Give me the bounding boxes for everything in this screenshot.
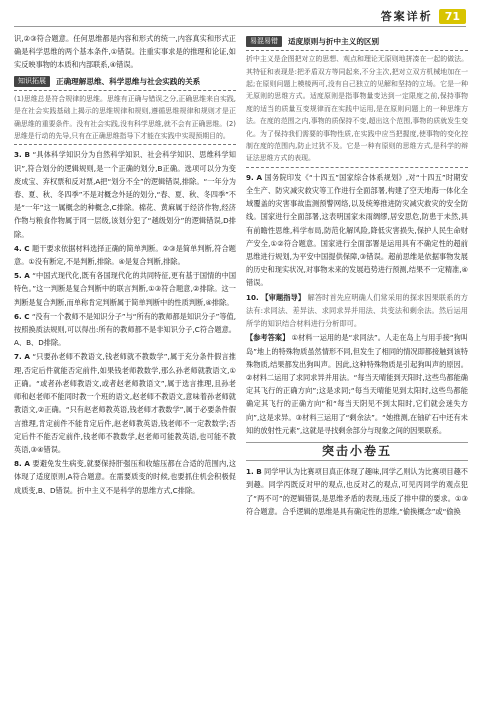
answer-number: 7. A — [14, 352, 30, 362]
answer-number: 【参考答案】 — [246, 333, 290, 343]
topic-tag: 知识拓展 — [14, 76, 50, 87]
answer-text: 要避免发生病变,就要保持肝强压和收缩压都在合适的范围内,这体现了适度原则,A符合题意。在需要质变的时候,也要抓住机会积极促成质变,B、D错误。折中主义不是科学的思维方式,C排除。 — [14, 459, 237, 495]
topic-heading: 适度原则与折中主义的区别 — [288, 37, 380, 46]
answer-item — [246, 291, 468, 331]
answer-text: “具体科学知识分为自然科学知识、社会科学知识、思维科学知识”,符合划分的逻辑规则,是一个正确的划分,B正确。选项可以分为变废成宝、弃权票和反对票,A把“划分不全”的逻辑错误,排除。“一年分为春、夏、秋、冬四季”不是对概念外延的划分,“春、夏、秋、冬四季”不是“一年”这一属概念的种概念,C排除。棉花、黄麻属于经济作物,经济作物与粮食作物属于同一层级,该划分犯了“越级划分”的逻辑错误,D排除。 — [14, 150, 236, 239]
topic-tag: 易混易错 — [246, 36, 282, 47]
topic-title — [246, 35, 468, 48]
answer-item — [14, 269, 236, 309]
topic-body: (1)思维总是符合规律的思维。思维有正确与错误之分,正确思维来自实践,是在社会实践基础上揭示的思维规律和规则,遵循思维规律和规则才是正确思维的重要条件。没有社会实践,没有科学思维,就不会有正确思维。(2)思维是行动的先导,只有在正确思维指导下才能在实践中实现预期目的。 — [14, 90, 236, 146]
answer-number: 3. B — [14, 150, 30, 160]
answer-item — [14, 310, 236, 350]
right-column — [246, 32, 468, 519]
topic-heading: 正确理解思维、科学思维与社会实践的关系 — [56, 76, 201, 86]
answer-item — [14, 242, 236, 268]
answer-number: 5. A — [14, 271, 30, 281]
answer-text: ①材料一运用的是“求同法”。人走在岛上与用手接“狗叫岛”地上的特殊物质虽然情形不同,但发生了相同的情况即都接触到该特殊物质,结果都发出狗叫声。因此,这种特殊物质是引起狗叫声的原因。②材料二运用了求同求异并用法。“每当天晴能到天阳时,这些鸟都能确定其飞行的正确方向”;这是求同;“每当天晴能见到太阳时,这些鸟都能确定其飞行的正确方向”和“每当天阴见不到太阳时,它们就会迷失方向”,这是求异。③材料三运用了“剩余法”。“她推测,在铀矿石中还有未知的放射性元素”,这就是寻找剩余部分与现象之间的因果联系。 — [246, 333, 468, 435]
answer-number: 1. B — [246, 467, 262, 477]
topic-body: 折中主义是企图把对立的思想、观点和理论无原则地拼凑在一起的做法。其特征和表现是:把矛盾双方等同起来,不分主次,把对立双方机械地加在一起;在原则问题上模棱两可,没有自己独立的见解和坚持的立场。它是一种无原则的思维方式。适度原则是指事物量变达到一定限度之前,保持事物度的适当的质量互变规律而在实践中运用,是在原则问题上的一种思维方法。在度的范围之内,事物的质保持不变,超出这个范围,事物的质就发生变化。为了保持我们需要的事物性质,在实践中应当把握度,使事物的变化控制在度的范围内,防止过犹不及。它是一种有原则的思维方式,是科学的辩证法思维方式的表现。 — [246, 50, 468, 168]
topic-title — [14, 75, 236, 88]
answer-number: 4. C — [14, 243, 30, 253]
answer-text: 同学甲认为比赛项目真正体现了趣味,同学乙则认为比赛项目趣不到趣。同学丙既反对甲的观点,也反对乙的观点,可见丙同学的观点犯了“两不可”的逻辑错误,是思维矛盾的表现,违反了排中律的要求。①③符合题意。合乎逻辑的思维是具有确定性的思维,“偷换概念”或“偷换 — [246, 467, 468, 516]
section-title: 突击小卷五 — [246, 442, 468, 461]
answer-item — [246, 171, 468, 290]
answer-number: 9. A — [246, 172, 263, 182]
answer-number: 6. C — [14, 311, 30, 321]
page-number-badge: 71 — [439, 9, 466, 24]
answer-text: 题干要求依据材料选择正确的简单判断。②③是简单判断,符合题意。①没有断定,不是判断,排除。④是复合判断,排除。 — [14, 243, 236, 267]
answer-text: 国务院印发《“十四五”国家综合体系规划》,对“十四五”时期安全生产、防灾减灾救灾等工作进行全面部署,构建了空天地海一体化全域覆盖的灾害事故监测预警网络,以及统筹推进防灾减灾救灾的安全防线。国家进行全面部署,这表明国家未雨绸缪,居安思危,防患于未然,具有前瞻性思维,科学布局,防范化解风险,降低灾害损失,保护人民生命财产安全,①②符合题意。国家进行全面部署是运用具有不确定性的超前思维进行规划,为平安中国提供保障,③错误。超前思维是依据事物发展的历史和现实状况,对事物未来的发展趋势进行预测,结果不一定精准,④错误。 — [246, 172, 468, 288]
header-title: 答案详析 — [380, 10, 433, 23]
answer-item — [14, 350, 236, 456]
answer-number: 10. 【审题指导】 — [246, 292, 306, 302]
answer-text: “没有一个教师不是知识分子”与“所有的教师都是知识分子”等值,按照换质法规则,可以得出:所有的教师都不是非知识分子,C符合题意。A、B、D排除。 — [14, 311, 236, 348]
answer-item — [14, 457, 236, 497]
answer-number: 8. A — [14, 459, 30, 469]
answer-text: “只要孙老师不教语文,钱老师就不教数学”,属于充分条件假言推理,否定后件就能否定前件,如果钱老师教数学,那么孙老师就教语文,①正确。“或者孙老师教语文,或者赵老师教语文”,属于选言推理,且孙老师和赵老师不能同时教一个班的语文,赵老师不教语文,意味着孙老师就教语文,②正确。“只有赵老师教英语,钱老师才教数学”,属于必要条件假言推理,肯定前件不能肯定后件,赵老师教英语,钱老师不一定教数学;否定后件不能否定前件,钱老师不教数学,赵老师可能教英语,也可能不教英语,③④错误。 — [14, 352, 236, 454]
page-header — [381, 8, 466, 24]
intro-paragraph: 识,②③符合题意。任何思维都是内容和形式的统一,内容真实和形式正确是科学思维的两个基本条件,①错误。注重实事求是的推理和论证,如实反映事物的本质和内部联系,④错误。 — [14, 34, 236, 70]
answer-item — [246, 465, 468, 518]
left-column — [14, 32, 236, 498]
answer-text: 解答时首先应明确人们常采用的探求因果联系的方法有:求同法、差异法、求同求异并用法、共变法和剩余法。然后运用所学的知识结合材料进行分析即可。 — [246, 292, 468, 329]
answer-item — [14, 148, 236, 240]
answer-item — [246, 331, 468, 437]
answer-text: “中国式现代化,既有各国现代化的共同特征,更有基于国情的中国特色。”这一判断是复合判断中的联言判断,①③符合题意,②排除。这一判断是复合判断,而单称肯定判断属于简单判断中的性质判断,④排除。 — [14, 271, 237, 307]
header-rule — [14, 26, 466, 27]
